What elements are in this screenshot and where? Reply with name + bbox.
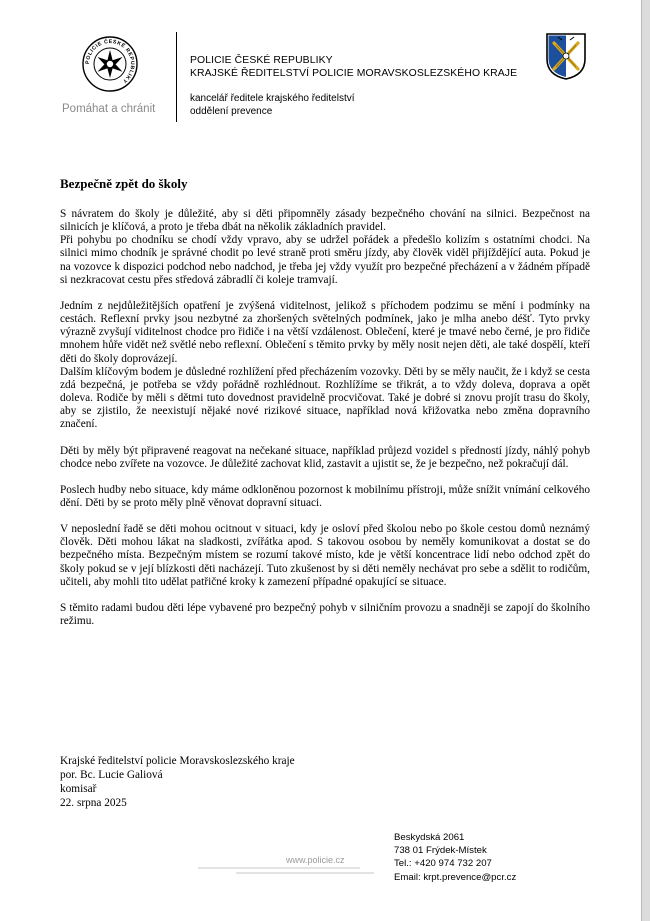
org-name-line1: POLICIE ČESKÉ REPUBLIKY	[190, 55, 333, 66]
signature-date: 22. srpna 2025	[60, 797, 127, 809]
motto-text: Pomáhat a chránit	[62, 103, 156, 115]
contact-block	[394, 831, 516, 884]
website-link[interactable]: www.policie.cz	[286, 855, 345, 865]
department-line2: oddělení prevence	[190, 106, 273, 117]
regional-crest-icon	[544, 31, 588, 81]
paragraph: S těmito radami budou děti lépe vybavené pro bezpečný pohyb v silničním provozu a snadněji se zapojí do školního režimu.	[60, 601, 590, 628]
document-title: Bezpečně zpět do školy	[60, 176, 188, 191]
paragraph: Poslech hudby nebo situace, kdy máme odkloněnou pozornost k mobilnímu přístroji, může snížit vnímání celkového dění. Děti by se proto měly plně věnovat dopravní situaci.	[60, 483, 590, 509]
signature-rank: komisař	[60, 783, 97, 795]
address-city: 738 01 Frýdek-Místek	[394, 845, 487, 857]
footer-rule	[236, 872, 374, 874]
signature-name: por. Bc. Lucie Galiová	[60, 769, 163, 781]
email-address[interactable]: Email: krpt.prevence@pcr.cz	[394, 871, 517, 883]
paragraph: Při pohybu po chodníku se chodí vždy vpravo, aby se udržel pořádek a předešlo kolizím s ostatními chodci. Na silnici mimo chodník je správné chodit po levé straně proti směru jízdy, aby člověk viděl přijíždějící auta. Pokud je na vozovce k dispozici podchod nebo nadchod, je třeba jej vždy využít pro bezpečné přecházení a v žádném případě si nezkracovat cestu přes středová zábradlí či koleje tramvají.	[60, 234, 590, 286]
footer-rule	[198, 867, 360, 869]
address-street: Beskydská 2061	[394, 832, 465, 843]
svg-text:POLICIE ČESKÉ REPUBLIKY: POLICIE ČESKÉ REPUBLIKY	[84, 38, 136, 85]
paragraph: Dalším klíčovým bodem je důsledné rozhlížení před přecházením vozovky. Děti by se měly naučit, že i když se cesta zdá bezpečná, je potřeba se vždy pořádně rozhlédnout. Rozhlížíme se třikrát, a to vždy doleva, doprava a opět doleva. Rodiče by měli s dětmi tuto dovednost pravidelně procvičovat. Také je dobré si znovu projít trasu do školy, aby se zjistilo, že neexistují nějaké nové rizikové situace, například nová křižovatka nebo změna dopravního značení.	[60, 365, 590, 431]
header-divider	[176, 32, 177, 122]
signature-org: Krajské ředitelství policie Moravskoslezského kraje	[60, 755, 295, 767]
signature-block	[60, 754, 295, 810]
paragraph: V neposlední řadě se děti mohou ocitnout v situaci, kdy je osloví před školou nebo po škole cestou domů neznámý člověk. Děti mohou lákat na sladkosti, zvířátka apod. S takovou osobou by neměly komunikovat a dostat se do bezpečného místa. Bezpečným místem se rozumí takové místo, kde je větší koncentrace lidí nebo odchod zpět do školy pokud se v její blízkosti děti nacházejí. Tuto zkušenost by si děti neměly nechávat pro sebe a sdělit to rodičům, učiteli, aby mohli tito udělat patřičné kroky k zamezení případné opakující se situace.	[60, 523, 590, 588]
phone-number: Tel.: +420 974 732 207	[394, 858, 492, 870]
department-line1: kancelář ředitele krajského ředitelství	[190, 93, 355, 104]
paragraph: S návratem do školy je důležité, aby si děti připomněly zásady bezpečného chování na silnici. Bezpečnost na silnicích je klíčová, a proto je třeba dbát na několik základních pravidel.	[60, 208, 590, 234]
org-name-line2: KRAJSKÉ ŘEDITELSTVÍ POLICIE MORAVSKOSLEZSKÉHO KRAJE	[190, 68, 518, 79]
paragraph: Děti by měly být připravené reagovat na nečekané situace, například průjezd vozidel s předností jízdy, náhlý pohyb chodce nebo zvířete na vozovce. Je důležité zachovat klid, zastavit a ujistit se, že je bezpečno, než pokračují dál.	[60, 444, 590, 470]
police-star-logo	[82, 36, 138, 92]
paragraph: Jedním z nejdůležitějších opatření je zvýšená viditelnost, jelikož s příchodem podzimu se mění i podmínky na cestách. Reflexní prvky jsou nezbytné za zhoršených světelných podmínek, jako je mlha anebo déšť. Tyto prvky výrazně zvyšují viditelnost chodce pro řidiče i na větší vzdálenost. Oblečení, které je tmavé nebo černé, je pro řidiče mnohem hůře vidět než světlé nebo reflexní. Oblečení s těmito prvky by měly nosit nejen děti, ale také dospělí, kteří děti do školy doprovázejí.	[60, 299, 590, 365]
document-body	[60, 208, 590, 628]
